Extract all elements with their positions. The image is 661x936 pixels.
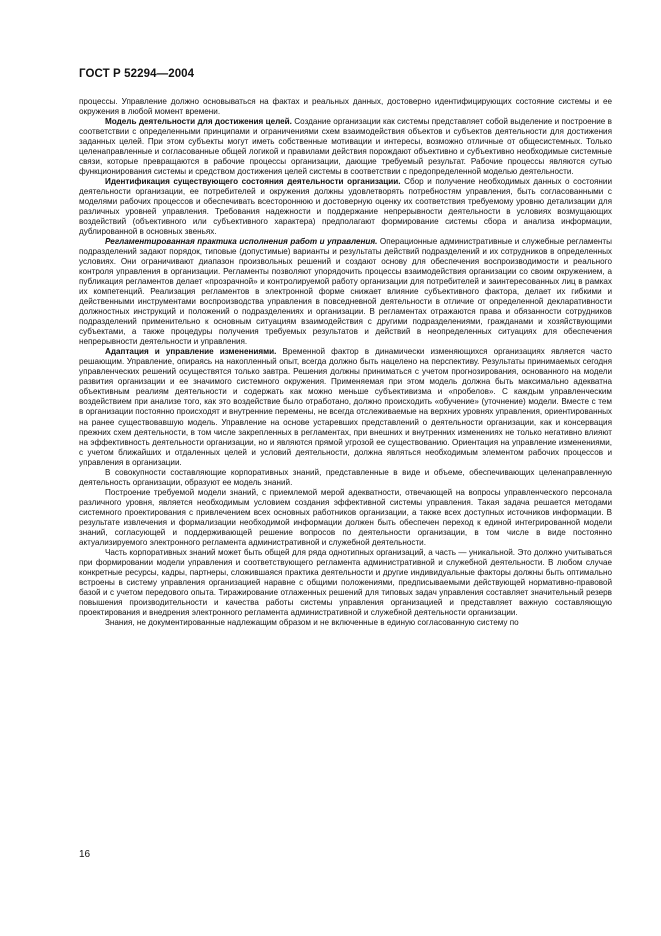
paragraph-7 — [79, 488, 612, 548]
paragraph-text: В совокупности составляющие корпоративных знаний, представленные в виде и объеме, обеспечивающих целенаправленную деятельность организации, образуют ее модель знаний. — [79, 467, 612, 487]
paragraph-text: Знания, не документированные надлежащим образом и не включенные в единую согласованную систему по — [105, 617, 519, 627]
paragraph-text: Создание организации как системы представляет собой выделение и построение в соответствии с определенными принципами и ограничениями схем взаимодействия объектов и субъектов деятельности для достижения заданных целей. При этом субъекты могут иметь собственные мотивации и интересы, возможно отличные от общесистемных. Только целенаправленные и согласованные общей логикой и правилами действия порождают объективно и субъективно необходимые системные связи, которые превращаются в рабочие процессы организации, дающие требуемый результат. Рабочие процессы являются сутью функционирования системы и средством достижения целей системы в соответствии с предопределенной моделью деятельности. — [79, 117, 612, 177]
paragraph-text: процессы. Управление должно основываться на фактах и реальных данных, достоверно идентифицирующих состояние системы и ее окружения в любой момент времени. — [79, 97, 612, 117]
paragraph-lead: Регламентированная практика исполнения работ и управления. — [105, 237, 378, 247]
paragraph-3 — [79, 177, 612, 237]
paragraph-6 — [79, 468, 612, 488]
standard-header: ГОСТ Р 52294—2004 — [79, 68, 195, 80]
paragraph-9 — [79, 618, 612, 628]
paragraph-text: Построение требуемой модели знаний, с приемлемой мерой адекватности, отвечающей на вопросы управленческого персонала различного уровня, является необходимым условием создания эффективной системы управления. Такая задача решается методами системного проектирования с привлечением всех основных работников организации, а также всех доступных источников информации. В результате извлечения и формализации необходимой информации должен быть обеспечен переход к единой интегрированной модели знаний, согласующей и поддерживающей решение вопросов по деятельности организации, в том числе в виде постоянно актуализируемого электронного регламента административной и служебной деятельности. — [79, 487, 612, 547]
paragraph-2 — [79, 117, 612, 177]
paragraph-8 — [79, 548, 612, 618]
page-number: 16 — [79, 849, 91, 860]
paragraph-text: Часть корпоративных знаний может быть общей для ряда однотипных организаций, а часть — уникальной. Это должно учитываться при формировании модели управления и соответствующего регламента административной и служебной деятельности. В любом случае конкретные ресурсы, кадры, партнеры, сложившаяся практика деятельности и другие индивидуальные факторы должны быть оптимально встроены в систему управления организацией наравне с общими положениями, предписываемыми действующей нормативно-правовой базой и с учетом передового опыта. Тиражирование отлаженных решений для типовых задач управления составляет значительный резерв повышения производительности и качества работы системы управления организацией и представляет важную составляющую проектирования и внедрения электронного регламента административной и служебной деятельности организации. — [79, 547, 612, 617]
body-text — [79, 97, 612, 628]
paragraph-text: Операционные административные и служебные регламенты подразделений задают порядок, типовые (допустимые) варианты и результаты действий подразделений и их сотрудников в определенных условиях. Они ограничивают диапазон произвольных решений и создают основу для обеспечения воспроизводимости и реального контроля управления в организации. Регламенты позволяют упорядочить процессы взаимодействия организации со своим окружением, а публикация регламентов делает «прозрачной» и контролируемой работу организации для потребителей и заинтересованных лиц в рамках их компетенций. Реализация регламентов в электронной форме снижает влияние субъективного фактора, делает их гибкими и действенными инструментами воспроизводства управления в повседневной деятельности в отличие от определенной декларативности должностных инструкций и положений о подразделениях и организации. В регламентах отражаются права и обязанности сотрудников подразделений применительно к основным ситуациям взаимодействия с другими подразделениями, гражданами и хозяйствующими субъектами, а также процедуры получения требуемых результатов и действий в неопределенных ситуациях для обеспечения непрерывности деятельности и управления. — [79, 237, 612, 347]
paragraph-5 — [79, 347, 612, 467]
paragraph-lead: Модель деятельности для достижения целей. — [105, 117, 292, 127]
paragraph-1 — [79, 97, 612, 117]
paragraph-lead: Адаптация и управление изменениями. — [105, 347, 277, 357]
paragraph-lead: Идентификация существующего состояния деятельности организации. — [105, 177, 401, 187]
paragraph-text: Сбор и получение необходимых данных о состоянии деятельности организации, ее потребителей и окружения должны удовлетворять потребностям управления, быть согласованными с моделями рабочих процессов и обеспечивать всестороннюю и достоверную оценку их соответствия требуемому уровню детализации для различных уровней управления. Требования надежности и поддержание непрерывности деятельности в условиях возмущающих воздействий (объективного или субъективного характера) предполагают формирование системы сбора и анализа информации, дублированной в основных звеньях. — [79, 177, 612, 237]
paragraph-4 — [79, 237, 612, 347]
paragraph-text: Временной фактор в динамически изменяющихся организациях является часто решающим. Управление, опираясь на накопленный опыт, всегда должно быть нацелено на перспективу. Результаты принимаемых сегодня управленческих решений осуществятся только завтра. Решения должны приниматься с учетом прогнозирования, основанного на модели развития организации и ее значимого системного окружения. Применяемая при этом модель должна быть максимально адекватна объективным реалиям деятельности и содержать как можно меньше субъективизма и «пробелов». С каждым управленческим воздействием при анализе того, как это воздействие было отработано, должно происходить «обучение» (уточнение) модели. Вместе с тем в организации постоянно происходят и внутренние перемены, не всегда отслеживаемые на верхних уровнях управления, ориентированных на ранее существовавшую модель. Управление на основе устаревших представлений о деятельности организации, как и консервация прежних схем деятельности, в том числе закрепленных в регламентах, при внешних и внутренних изменениях не только негативно влияют на эффективность деятельности организации, но и являются прямой угрозой ее существованию. Ориентация на управление изменениями, с учетом ближайших и отдаленных целей и условий деятельности, должна являться необходимым элементом рабочих процессов и управления в организации. — [79, 347, 612, 467]
